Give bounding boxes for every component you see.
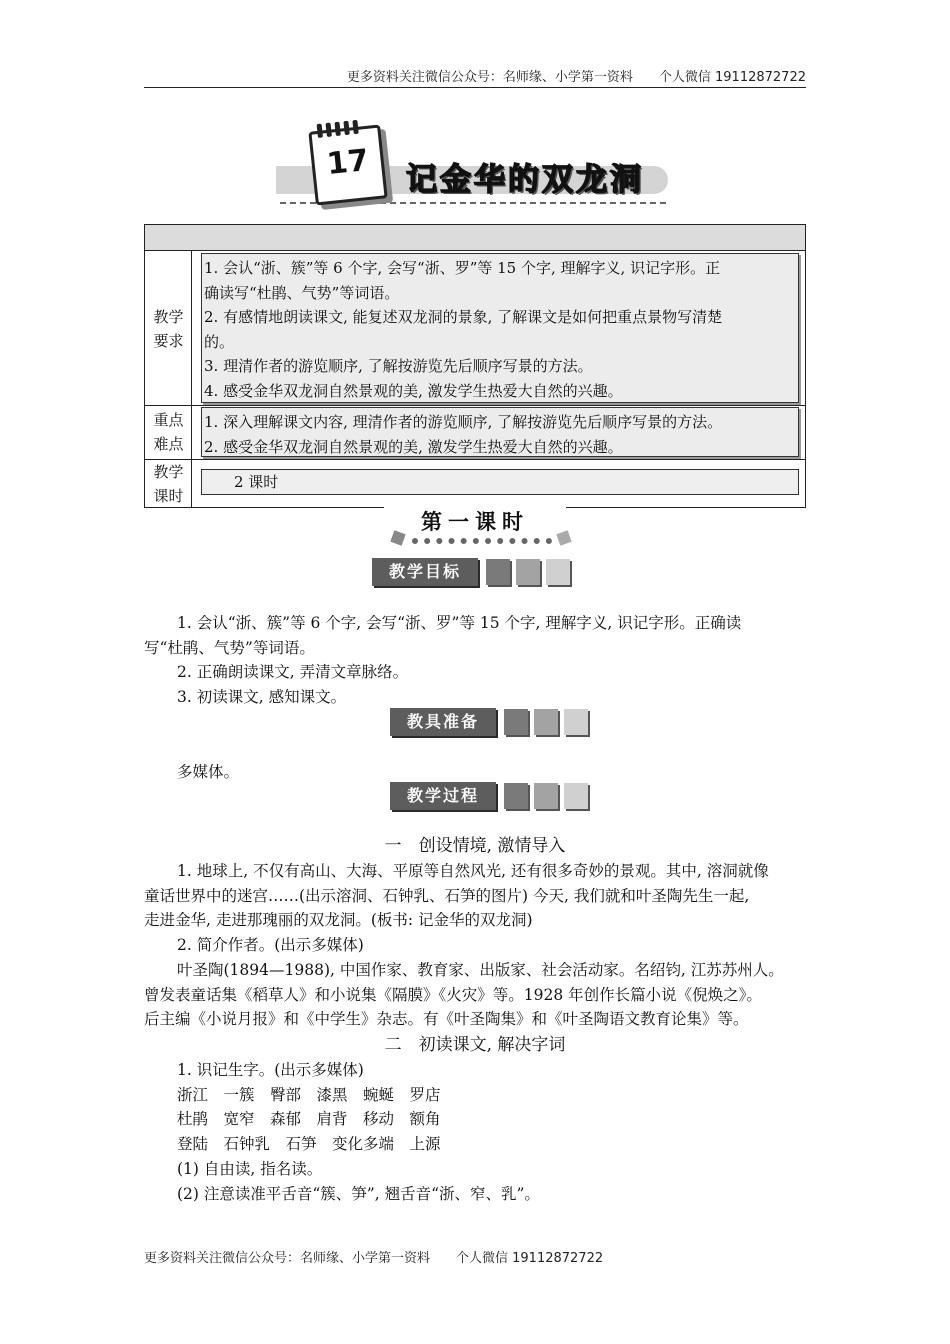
- row-separator: [145, 405, 805, 406]
- deco-tile: [556, 530, 571, 545]
- goal-line: 写“杜鹃、气势”等词语。: [144, 639, 315, 657]
- goal-line: 1. 会认“浙、簇”等 6 个字, 会写“浙、罗”等 15 个字, 理解字义, 识记字形。正确读: [177, 614, 742, 632]
- process-line: 2. 简介作者。(出示多媒体): [177, 936, 364, 954]
- goal-line: 3. 初读课文, 感知课文。: [177, 688, 347, 706]
- row-separator: [145, 459, 805, 460]
- badge-square: [534, 783, 558, 809]
- requirement-line: 3. 理清作者的游览顺序, 了解按游览先后顺序写景的方法。: [204, 357, 593, 375]
- deco-tile: [390, 530, 405, 545]
- lesson-banner: [276, 118, 672, 214]
- process-line: (2) 注意读准平舌音“簇、笋”, 翘舌音“浙、窄、乳”。: [177, 1185, 540, 1203]
- process-line: 童话世界中的迷宫……(出示溶洞、石钟乳、石笋的图片) 今天, 我们就和叶圣陶先生一起,: [144, 887, 750, 905]
- footer-note: 更多资料关注微信公众号：名师缘、小学第一资料 个人微信 19112872722: [144, 1251, 604, 1266]
- process-line: 曾发表童话集《稻草人》和小说集《隔膜》《火灾》等。1928 年创作长篇小说《倪焕之》。: [144, 986, 762, 1004]
- badge-label: 教学目标: [372, 558, 478, 586]
- calendar-icon: [308, 124, 387, 205]
- badge-teaching-process: [390, 782, 596, 812]
- process-line: 1. 地球上, 不仅有高山、大海、平原等自然风光, 还有很多奇妙的景观。其中, 溶洞就像: [177, 862, 769, 880]
- process-line: (1) 自由读, 指名读。: [177, 1160, 323, 1178]
- teaching-hours-label: [145, 460, 192, 508]
- badge-square: [516, 559, 540, 585]
- table-header-band: [145, 225, 805, 251]
- calendar-rings: [317, 119, 368, 138]
- vocab-row: 浙江 一簇 臀部 漆黑 蜿蜒 罗店: [177, 1086, 441, 1104]
- label-line: 课时: [153, 487, 184, 505]
- badge-square: [564, 709, 588, 735]
- badge-label: 教学过程: [390, 782, 496, 810]
- header-rule: [144, 87, 806, 88]
- vocab-row: 登陆 石钟乳 石笋 变化多端 上源: [177, 1135, 441, 1153]
- period-title: 第一课时: [384, 506, 566, 536]
- vocab-row: 杜鹃 宽窄 森郁 肩背 移动 额角: [177, 1110, 441, 1128]
- label-line: 教学: [153, 463, 184, 481]
- key-points-label: [145, 408, 192, 456]
- label-line: 难点: [153, 435, 184, 453]
- teaching-requirements-label: [145, 305, 192, 353]
- teaching-hours-box: 2 课时: [201, 469, 799, 495]
- label-line: 要求: [153, 332, 184, 350]
- tools-text: 多媒体。: [177, 763, 240, 781]
- period-decoration: [392, 532, 570, 550]
- requirement-line: 1. 会认“浙、簇”等 6 个字, 会写“浙、罗”等 15 个字, 理解字义, 识记字形。正: [204, 259, 721, 277]
- process-line: 叶圣陶(1894—1988), 中国作家、教育家、出版家、社会活动家。名绍钧, 江苏苏州人。: [177, 961, 784, 979]
- requirements-table: [144, 224, 806, 508]
- badge-square: [564, 783, 588, 809]
- badge-teaching-tools: [390, 708, 596, 738]
- lesson-title: 记金华的双龙洞: [406, 162, 644, 198]
- badge-square: [504, 709, 528, 735]
- key-point-line: 1. 深入理解课文内容, 理清作者的游览顺序, 了解按游览先后顺序写景的方法。: [204, 413, 723, 431]
- teaching-requirements-box: [201, 253, 799, 403]
- goal-line: 2. 正确朗读课文, 弄清文章脉络。: [177, 663, 409, 681]
- label-line: 教学: [153, 308, 184, 326]
- label-line: 重点: [153, 411, 184, 429]
- section-heading: 二 初读课文, 解决字词: [384, 1035, 566, 1055]
- badge-square: [534, 709, 558, 735]
- process-line: 后主编《小说月报》和《中学生》杂志。有《叶圣陶集》和《叶圣陶语文教育论集》等。: [144, 1010, 749, 1028]
- process-line: 1. 识记生字。(出示多媒体): [177, 1061, 364, 1079]
- section-heading: 一 创设情境, 激情导入: [384, 836, 566, 856]
- deco-dots: [412, 538, 552, 544]
- key-point-line: 2. 感受金华双龙洞自然景观的美, 激发学生热爱大自然的兴趣。: [204, 437, 623, 456]
- badge-teaching-goals: [372, 558, 578, 588]
- lesson-number: 17: [325, 142, 371, 183]
- key-points-box: [201, 407, 799, 457]
- process-line: 走进金华, 走进那瑰丽的双龙洞。(板书: 记金华的双龙洞): [144, 911, 533, 929]
- requirement-line: 的。: [204, 332, 235, 351]
- badge-square: [546, 559, 570, 585]
- badge-label: 教具准备: [390, 708, 496, 736]
- badge-square: [486, 559, 510, 585]
- requirement-line: 2. 有感情地朗读课文, 能复述双龙洞的景象, 了解课文是如何把重点景物写清楚: [204, 308, 723, 326]
- requirement-line: 确读写“杜鹃、气势”等词语。: [204, 283, 400, 302]
- requirement-line: 4. 感受金华双龙洞自然景观的美, 激发学生热爱大自然的兴趣。: [204, 381, 623, 400]
- header-note: 更多资料关注微信公众号：名师缘、小学第一资料 个人微信 19112872722: [346, 70, 806, 85]
- badge-square: [504, 783, 528, 809]
